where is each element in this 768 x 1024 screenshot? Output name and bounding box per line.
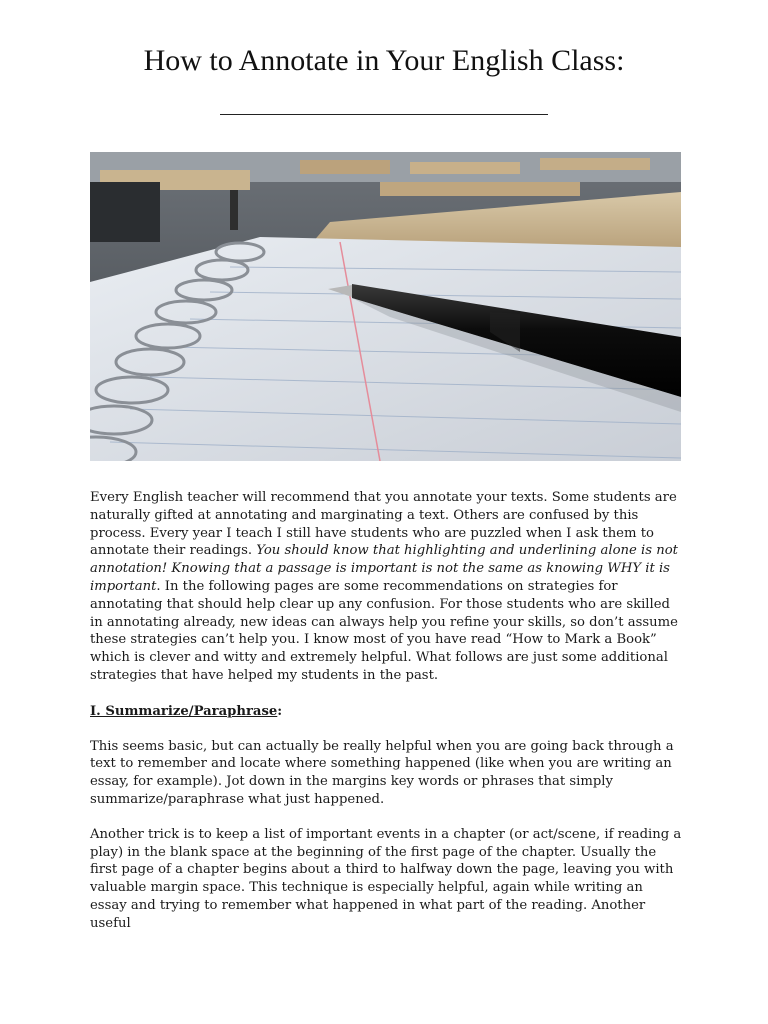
section-paragraph-2: Another trick is to keep a list of important events in a chapter (or act/scene, if reading a play) in the blank space at the beginning of the first page of the chapter. Usually the first page of a chapter begins about a third to halfway down the page, leaving you with valuable margin space. This technique is especially helpful, again while writing an essay and trying to remember what happened in what part of the reading. Another useful <box>90 826 682 931</box>
notebook-pen-photo <box>90 152 681 461</box>
intro-text-2: . In the following pages are some recommendations on strategies for annotating that should help clear up any confusion. For those students who are skilled in annotating already, new ideas can always help you refine your skills, so don’t assume these strategies can’t help you. I know most of you have read “How to Mark a Book” which is clever and witty and extremely helpful. What follows are just some additional strategies that have helped my students in the past. <box>90 578 678 683</box>
section-paragraph-1: This seems basic, but can actually be really helpful when you are going back through a text to remember and locate where something happened (like when you are writing an essay, for example). Jot down in the margins key words or phrases that simply summarize/paraphrase what just happened. <box>90 738 674 807</box>
title-underline <box>220 114 548 115</box>
intro-italic-text: You should know that highlighting and underlining alone is not annotation! Knowing that a passage is important is not the same as knowing WHY it is important <box>90 543 678 594</box>
section-heading-colon: : <box>277 703 283 719</box>
intro-text-1: Every English teacher will recommend that you annotate your texts. Some students are naturally gifted at annotating and marginating a text. Others are confused by this process. Every year I teach I still have students who are puzzled when I ask them to annotate their readings. <box>90 490 677 559</box>
section-heading <box>90 703 682 721</box>
document-body <box>90 489 682 933</box>
document-title: How to Annotate in Your English Class: <box>143 44 625 77</box>
section-heading-label: I. Summarize/Paraphrase <box>90 703 278 719</box>
intro-paragraph <box>90 489 682 685</box>
